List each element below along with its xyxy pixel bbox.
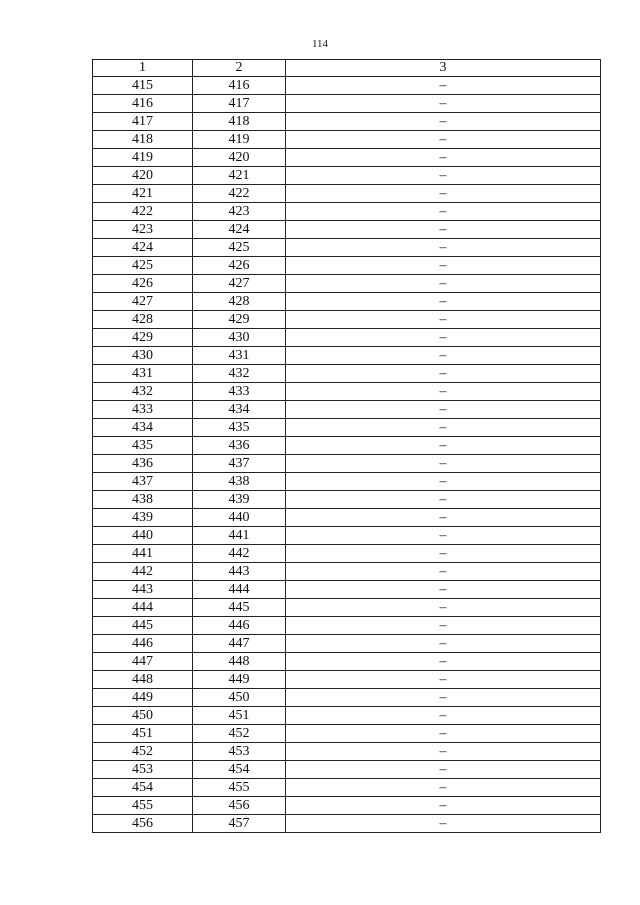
- table-cell-col2: 450: [193, 689, 286, 707]
- table-cell-col2: 445: [193, 599, 286, 617]
- table-row: [93, 77, 601, 95]
- table-cell-col1: 438: [93, 491, 193, 509]
- table-cell-col1: 433: [93, 401, 193, 419]
- table-cell-col2: 423: [193, 203, 286, 221]
- table-row: [93, 689, 601, 707]
- table-cell-col1: 418: [93, 131, 193, 149]
- table-cell-col3: –: [286, 689, 601, 707]
- table-cell-col1: 445: [93, 617, 193, 635]
- table-cell-col2: 440: [193, 509, 286, 527]
- table-cell-col1: 453: [93, 761, 193, 779]
- table-cell-col2: 456: [193, 797, 286, 815]
- table-cell-col2: 437: [193, 455, 286, 473]
- table-cell-col2: 421: [193, 167, 286, 185]
- table-cell-col2: 422: [193, 185, 286, 203]
- table-cell-col3: –: [286, 635, 601, 653]
- table-cell-col1: 451: [93, 725, 193, 743]
- table-row: [93, 275, 601, 293]
- table-cell-col3: –: [286, 95, 601, 113]
- table-cell-col1: 446: [93, 635, 193, 653]
- table-cell-col2: 439: [193, 491, 286, 509]
- table-cell-col1: 423: [93, 221, 193, 239]
- table-cell-col1: 456: [93, 815, 193, 833]
- table-cell-col2: 419: [193, 131, 286, 149]
- table-cell-col3: –: [286, 275, 601, 293]
- table-body: [93, 77, 601, 833]
- table-cell-col2: 430: [193, 329, 286, 347]
- table-cell-col2: 452: [193, 725, 286, 743]
- table-cell-col3: –: [286, 113, 601, 131]
- table-row: [93, 167, 601, 185]
- table-row: [93, 563, 601, 581]
- table-cell-col3: –: [286, 545, 601, 563]
- table-cell-col3: –: [286, 671, 601, 689]
- table-row: [93, 401, 601, 419]
- table-cell-col1: 434: [93, 419, 193, 437]
- header-cell-col2: 2: [193, 60, 286, 77]
- table-row: [93, 635, 601, 653]
- table-row: [93, 581, 601, 599]
- table-cell-col3: –: [286, 653, 601, 671]
- page-number: 114: [311, 38, 329, 50]
- table-cell-col3: –: [286, 473, 601, 491]
- table-cell-col1: 430: [93, 347, 193, 365]
- table-row: [93, 149, 601, 167]
- table-row: [93, 473, 601, 491]
- table-row: [93, 761, 601, 779]
- table-cell-col2: 449: [193, 671, 286, 689]
- table-row: [93, 131, 601, 149]
- table-cell-col3: –: [286, 599, 601, 617]
- table-row: [93, 311, 601, 329]
- table-cell-col1: 422: [93, 203, 193, 221]
- table-cell-col3: –: [286, 77, 601, 95]
- table-row: [93, 419, 601, 437]
- table-row: [93, 185, 601, 203]
- table-cell-col2: 441: [193, 527, 286, 545]
- table-row: [93, 383, 601, 401]
- table-cell-col1: 441: [93, 545, 193, 563]
- table-cell-col2: 417: [193, 95, 286, 113]
- table-cell-col2: 453: [193, 743, 286, 761]
- table-row: [93, 491, 601, 509]
- table-cell-col1: 443: [93, 581, 193, 599]
- table-row: [93, 257, 601, 275]
- table-cell-col1: 428: [93, 311, 193, 329]
- table-cell-col2: 443: [193, 563, 286, 581]
- table-cell-col3: –: [286, 527, 601, 545]
- table-cell-col3: –: [286, 743, 601, 761]
- table-row: [93, 365, 601, 383]
- table-cell-col3: –: [286, 491, 601, 509]
- table-cell-col2: 432: [193, 365, 286, 383]
- table-cell-col1: 440: [93, 527, 193, 545]
- table-cell-col1: 442: [93, 563, 193, 581]
- table-cell-col3: –: [286, 311, 601, 329]
- table-cell-col2: 420: [193, 149, 286, 167]
- table-row: [93, 779, 601, 797]
- table-row: [93, 725, 601, 743]
- table-row: [93, 221, 601, 239]
- table-cell-col2: 424: [193, 221, 286, 239]
- table-cell-col3: –: [286, 437, 601, 455]
- table-cell-col3: –: [286, 509, 601, 527]
- table-row: [93, 527, 601, 545]
- table-cell-col1: 427: [93, 293, 193, 311]
- table-row: [93, 545, 601, 563]
- table-row: [93, 293, 601, 311]
- table-cell-col2: 454: [193, 761, 286, 779]
- table-cell-col3: –: [286, 185, 601, 203]
- table-cell-col3: –: [286, 563, 601, 581]
- table-row: [93, 743, 601, 761]
- table-cell-col2: 455: [193, 779, 286, 797]
- table-row: [93, 113, 601, 131]
- table-cell-col3: –: [286, 167, 601, 185]
- table-cell-col2: 436: [193, 437, 286, 455]
- table-row: [93, 617, 601, 635]
- table-row: [93, 437, 601, 455]
- table-cell-col2: 418: [193, 113, 286, 131]
- table-cell-col1: 444: [93, 599, 193, 617]
- table-cell-col1: 454: [93, 779, 193, 797]
- table-cell-col1: 425: [93, 257, 193, 275]
- table-cell-col3: –: [286, 419, 601, 437]
- table-cell-col3: –: [286, 779, 601, 797]
- table-row: [93, 329, 601, 347]
- table-cell-col3: –: [286, 761, 601, 779]
- table-cell-col2: 446: [193, 617, 286, 635]
- data-table: [92, 59, 601, 833]
- table-header: [93, 60, 601, 77]
- table-cell-col1: 435: [93, 437, 193, 455]
- table-cell-col3: –: [286, 221, 601, 239]
- table-cell-col2: 426: [193, 257, 286, 275]
- table-row: [93, 653, 601, 671]
- table-cell-col2: 451: [193, 707, 286, 725]
- table-row: [93, 95, 601, 113]
- table-cell-col3: –: [286, 329, 601, 347]
- table-cell-col1: 421: [93, 185, 193, 203]
- table-cell-col3: –: [286, 257, 601, 275]
- table-cell-col2: 448: [193, 653, 286, 671]
- table-cell-col2: 427: [193, 275, 286, 293]
- table-row: [93, 815, 601, 833]
- table-cell-col2: 435: [193, 419, 286, 437]
- table-cell-col1: 424: [93, 239, 193, 257]
- table-row: [93, 797, 601, 815]
- table-cell-col1: 420: [93, 167, 193, 185]
- table-cell-col2: 438: [193, 473, 286, 491]
- table-cell-col1: 416: [93, 95, 193, 113]
- table-cell-col1: 439: [93, 509, 193, 527]
- table-row: [93, 671, 601, 689]
- table-cell-col2: 429: [193, 311, 286, 329]
- table-cell-col1: 447: [93, 653, 193, 671]
- header-cell-col1: 1: [93, 60, 193, 77]
- table-cell-col3: –: [286, 401, 601, 419]
- table-cell-col2: 416: [193, 77, 286, 95]
- table-cell-col2: 442: [193, 545, 286, 563]
- table-cell-col1: 432: [93, 383, 193, 401]
- table-cell-col1: 437: [93, 473, 193, 491]
- table-cell-col1: 417: [93, 113, 193, 131]
- table-cell-col3: –: [286, 239, 601, 257]
- table-cell-col3: –: [286, 815, 601, 833]
- table-row: [93, 203, 601, 221]
- table-cell-col1: 455: [93, 797, 193, 815]
- table-cell-col3: –: [286, 707, 601, 725]
- table-row: [93, 599, 601, 617]
- table-cell-col3: –: [286, 131, 601, 149]
- table-cell-col1: 452: [93, 743, 193, 761]
- table-cell-col3: –: [286, 725, 601, 743]
- table-cell-col1: 419: [93, 149, 193, 167]
- table-cell-col3: –: [286, 455, 601, 473]
- table-cell-col1: 431: [93, 365, 193, 383]
- table-cell-col1: 450: [93, 707, 193, 725]
- table-cell-col1: 426: [93, 275, 193, 293]
- table-cell-col3: –: [286, 797, 601, 815]
- table-cell-col3: –: [286, 293, 601, 311]
- table-cell-col3: –: [286, 383, 601, 401]
- table-cell-col2: 444: [193, 581, 286, 599]
- table-cell-col3: –: [286, 581, 601, 599]
- table-cell-col2: 434: [193, 401, 286, 419]
- table-cell-col1: 429: [93, 329, 193, 347]
- table-row: [93, 239, 601, 257]
- header-cell-col3: 3: [286, 60, 601, 77]
- table-cell-col1: 448: [93, 671, 193, 689]
- table-cell-col3: –: [286, 365, 601, 383]
- table-row: [93, 707, 601, 725]
- table-row: [93, 455, 601, 473]
- table-cell-col3: –: [286, 203, 601, 221]
- table-cell-col2: 457: [193, 815, 286, 833]
- table-cell-col2: 428: [193, 293, 286, 311]
- table-cell-col2: 425: [193, 239, 286, 257]
- table-cell-col1: 449: [93, 689, 193, 707]
- table-cell-col2: 447: [193, 635, 286, 653]
- header-row: [93, 60, 601, 77]
- table-cell-col2: 431: [193, 347, 286, 365]
- table-row: [93, 509, 601, 527]
- table-cell-col3: –: [286, 617, 601, 635]
- table-cell-col1: 415: [93, 77, 193, 95]
- table-cell-col2: 433: [193, 383, 286, 401]
- table-row: [93, 347, 601, 365]
- table-cell-col3: –: [286, 149, 601, 167]
- table-cell-col3: –: [286, 347, 601, 365]
- table-cell-col1: 436: [93, 455, 193, 473]
